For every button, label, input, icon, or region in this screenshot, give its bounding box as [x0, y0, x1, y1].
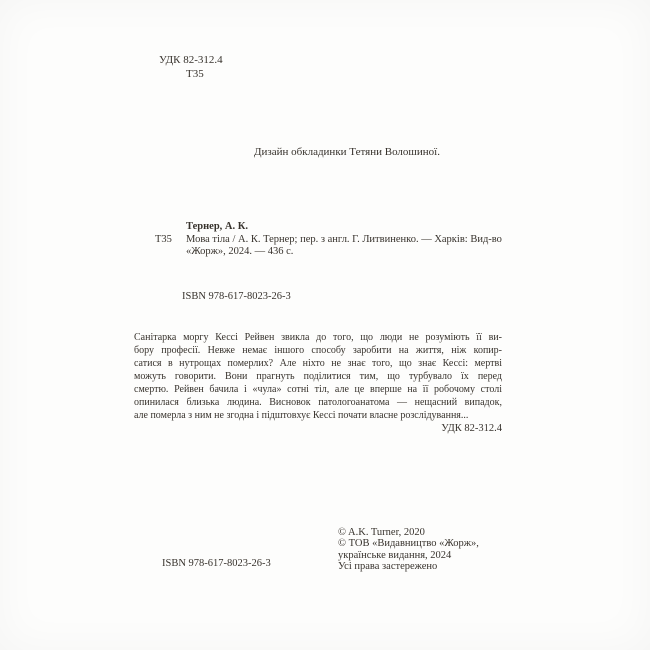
- catalog-description: [186, 234, 555, 259]
- copyright-line: Усі права застережено: [338, 561, 438, 573]
- annotation-line: опинилася близька людина. Висновок патологоанатома — нещасний випадок,: [134, 397, 502, 408]
- catalog-description-line: Мова тіла / А. К. Тернер; пер. з англ. Г. Литвиненко. — Харків: Вид-во: [186, 233, 502, 245]
- udc-classification-repeat: УДК 82-312.4: [441, 423, 502, 434]
- catalog-card: [155, 221, 555, 259]
- annotation-line: Санітарка моргу Кессі Рейвен звикла до того, що люди не розуміють її ви-: [134, 332, 502, 343]
- copyright-line: © A.K. Turner, 2020: [338, 527, 425, 538]
- copyright-block: [338, 527, 479, 573]
- annotation-line: можуть говорити. Вони прагнуть поділитися тим, що турбувало їх перед: [134, 371, 502, 382]
- annotation-paragraph: [134, 331, 502, 422]
- annotation-line: бору професії. Невже немає іншого способу заробити на життя, ніж копир-: [134, 345, 502, 356]
- annotation-line: сатися в нутрощах померлих? Але ніхто не знає того, що знає Кессі: мертві: [134, 358, 502, 369]
- isbn-catalog: ISBN 978-617-8023-26-3: [182, 291, 291, 302]
- copyright-line: © ТОВ «Видавництво «Жорж»,: [338, 538, 479, 550]
- annotation-line: але померла з ним не згодна і підштовхує Кессі почати власне розслідування...: [134, 410, 469, 421]
- catalog-code: Т35: [155, 233, 172, 245]
- catalog-description-line: «Жорж», 2024. — 436 с.: [186, 246, 294, 258]
- copyright-line: українське видання, 2024: [338, 549, 452, 561]
- catalog-entry-body: [155, 234, 555, 259]
- catalog-author-heading: Тернер, А. К.: [186, 221, 248, 232]
- author-sign-code: Т35: [186, 68, 204, 80]
- isbn-footer: ISBN 978-617-8023-26-3: [162, 558, 271, 569]
- udc-classification: УДК 82-312.4: [159, 54, 223, 66]
- cover-design-credit: Дизайн обкладинки Тетяни Волошиної.: [254, 146, 440, 158]
- annotation-line: смертю. Рейвен бачила і «чула» сотні тіл, але це вперше на її робочому столі: [134, 384, 502, 395]
